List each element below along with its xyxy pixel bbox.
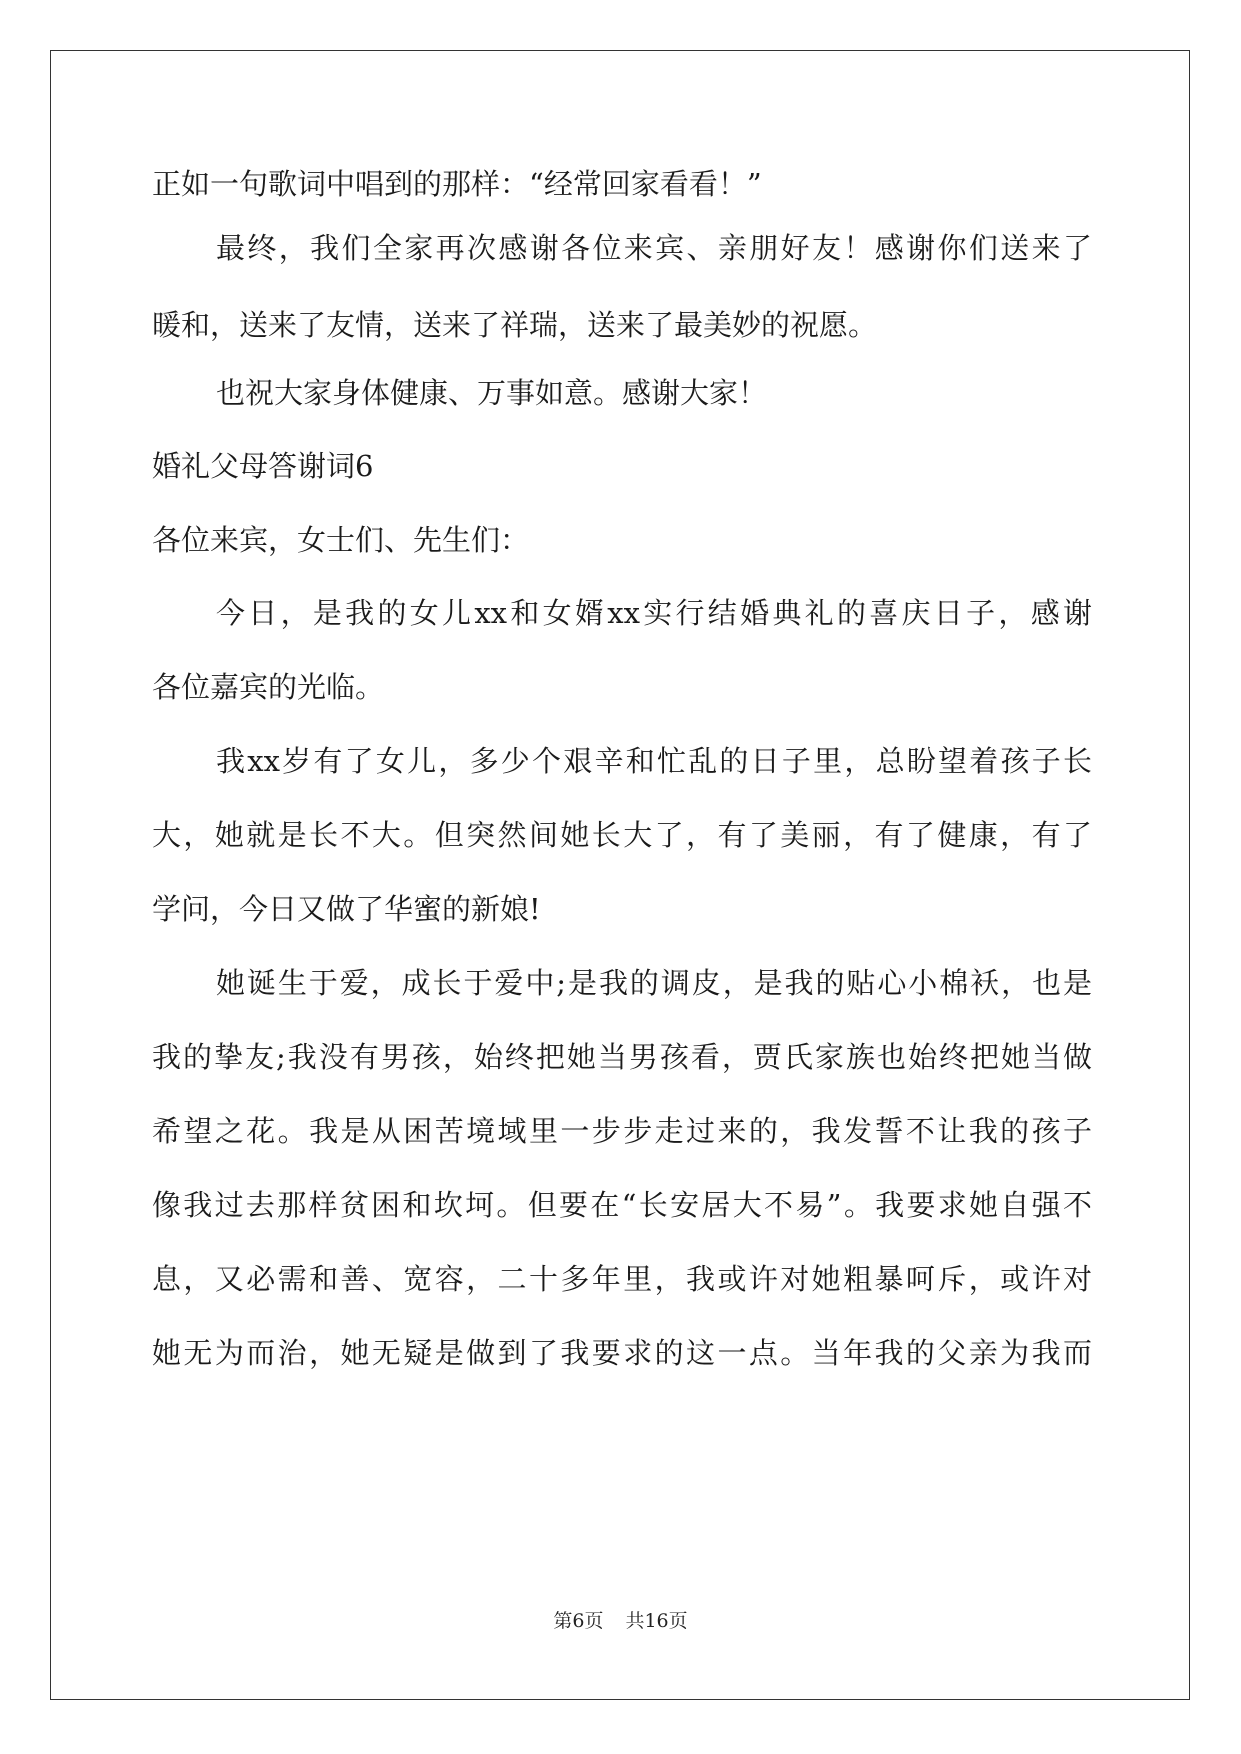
page-footer (0, 1609, 1241, 1633)
page-number: 第6页 (553, 1610, 604, 1632)
paragraph-line-16: 息，又必需和善、宽容，二十多年里，我或许对她粗暴呵斥，或许对 (152, 1262, 1092, 1296)
paragraph-line-15: 像我过去那样贫困和坎坷。但要在“长安居大不易”。我要求她自强不 (152, 1188, 1092, 1222)
text-line-1: 正如一句歌词中唱到的那样：“经常回家看看！” (152, 167, 762, 201)
paragraph-line-7: 今日，是我的女儿xx和女婿xx实行结婚典礼的喜庆日子，感谢 (216, 596, 1092, 630)
paragraph-line-17: 她无为而治，她无疑是做到了我要求的这一点。当年我的父亲为我而 (152, 1336, 1092, 1370)
paragraph-line-14: 希望之花。我是从困苦境域里一步步走过来的，我发誓不让我的孩子 (152, 1114, 1092, 1148)
paragraph-line-3: 暖和，送来了友情，送来了祥瑞，送来了最美妙的祝愿。 (152, 308, 878, 342)
salutation-line: 各位来宾，女士们、先生们： (152, 523, 530, 557)
paragraph-line-2: 最终，我们全家再次感谢各位来宾、亲朋好友！感谢你们送来了 (216, 231, 1092, 265)
paragraph-line-11: 学问，今日又做了华蜜的新娘! (152, 892, 541, 926)
paragraph-line-12: 她诞生于爱，成长于爱中;是我的调皮，是我的贴心小棉袄，也是 (216, 966, 1092, 1000)
section-heading: 婚礼父母答谢词6 (152, 449, 374, 483)
paragraph-line-8: 各位嘉宾的光临。 (152, 670, 385, 704)
page-total: 共16页 (625, 1610, 688, 1632)
paragraph-line-9: 我xx岁有了女儿，多少个艰辛和忙乱的日子里，总盼望着孩子长 (216, 744, 1092, 778)
paragraph-line-10: 大，她就是长不大。但突然间她长大了，有了美丽，有了健康，有了 (152, 818, 1092, 852)
paragraph-line-4: 也祝大家身体健康、万事如意。感谢大家！ (216, 376, 768, 410)
paragraph-line-13: 我的挚友;我没有男孩，始终把她当男孩看，贾氏家族也始终把她当做 (152, 1040, 1092, 1074)
page-border (50, 50, 1190, 1700)
